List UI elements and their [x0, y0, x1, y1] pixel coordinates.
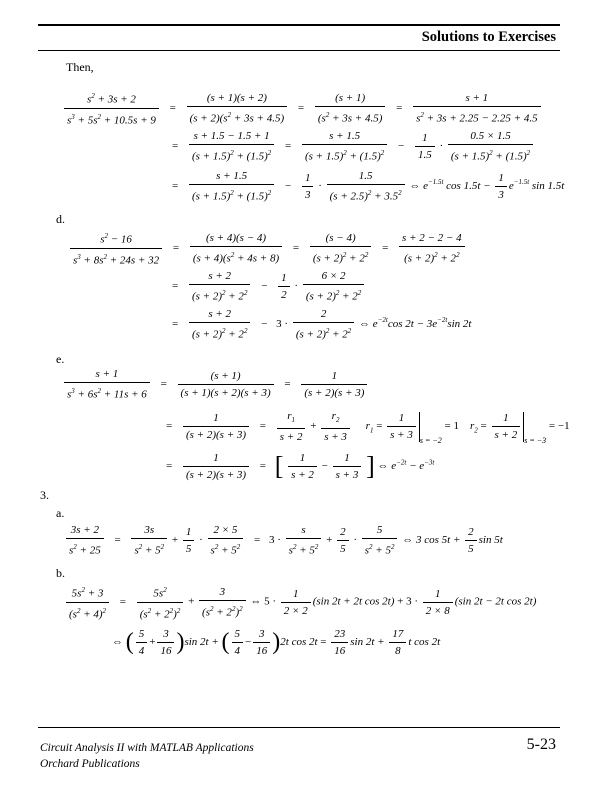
- equation-e-line3: = $\frac{1}{(s + 2)(s + 3)}$ = [ $\frac{1}{s + 2}$ − $\frac{1}{s + 3}$ ] ⇔ $e^{-2t} - e^{-3t}$: [166, 451, 435, 481]
- part-e-label: e.: [56, 352, 65, 366]
- then-label: Then,: [66, 60, 94, 74]
- equation-d-line3: = $\frac{s + 2}{(s + 2)^2 + 2^2}$ − 3 · $\frac{2}{(s + 2)^2 + 2^2}$ ⇔ $e^{-2t}\cos$ $2t - 3e^{-2t}\sin$ 2t: [172, 308, 472, 341]
- equation-c-line2: = $\frac{s + 1.5 - 1.5 + 1}{(s + 1.5)^2 + (1.5)^2}$ = $\frac{s + 1.5}{(s + 1.5)^2 + (1.5)^2}$ − $\frac{1}{1.5}$ · $\frac{0.5 \times 1.5}{(s + 1.5)^2 + (1.5)^2}$: [166, 128, 535, 165]
- equation-d-line2: = $\frac{s + 2}{(s + 2)^2 + 2^2}$ − $\frac{1}{2}$ · $\frac{6 \times 2}{(s + 2)^2 + 2^2}$: [166, 268, 366, 305]
- equation-d-line1: $\frac{s^2 - 16}{s^3 + 8s^2 + 24s + 32}$ = $\frac{(s + 4)(s - 4)}{(s + 4)(s^2 + 4s + 8)}$ = $\frac{(s - 4)}{(s + 2)^2 + 2^2}$ = $\frac{s + 2 - 2 - 4}{(s + 2)^2 + 2^2}$: [68, 228, 467, 268]
- equation-c-line3: = $\frac{s + 1.5}{(s + 1.5)^2 + (1.5)^2}$ − $\frac{1}{3}$ · $\frac{1.5}{(s + 2.5)^2 + 3.5^2}$ ⇔ $e^{-1.5t}$ cos 1.5t − $\frac{1}{3}$ $e^{-1.5t}$ sin 1.5t: [172, 170, 565, 203]
- equation-e-line2: = $\frac{1}{(s + 2)(s + 3)}$ = $\frac{r_1}{s + 2}$ + $\frac{r_2}{s + 3}$ $r_1$ = $\frac{1}{s + 3}$ $_{s = -2}$ = 1 $r_2$ = $\frac{1}{s + 2}$ $_{s = -3}$ = −1: [166, 410, 570, 446]
- footer-book-title: Circuit Analysis II with MATLAB Applications: [40, 742, 254, 754]
- equation-3b-line1: $\frac{5s^2 + 3}{(s^2 + 4)^2}$ = $\frac{5s^2}{(s^2 + 2^2)^2}$ + $\frac{3}{(s^2 + 2^2)^2}$ ⇔ 5 · $\frac{1}{2 \times 2}$ (sin 2t + 2t cos 2t) + 3 · $\frac{1}{2 \times 8}$ (sin 2t − 2t cos 2t): [64, 582, 536, 622]
- footer-rule: [38, 727, 560, 728]
- equation-3b-line2: ⇔ ( $\frac{5}{4}$ + $\frac{3}{16}$ )sin 2t + ( $\frac{5}{4}$ − $\frac{3}{16}$ )2t cos 2t = $\frac{23}{16}$ sin 2t + $\frac{17}{8}$ t cos 2t: [112, 628, 441, 657]
- page-number: 5-23: [526, 736, 556, 753]
- equation-3a: $\frac{3s + 2}{s^2 + 25}$ = $\frac{3s}{s^2 + 5^2}$ + $\frac{1}{5}$ · $\frac{2 \times 5}{s^2 + 5^2}$ = 3 · $\frac{s}{s^2 + 5^2}$ + $\frac{2}{5}$ · $\frac{5}{s^2 + 5^2}$ ⇔ 3 cos 5t + $\frac{2}{5}$ sin 5t: [64, 522, 503, 559]
- part-a-label: a.: [56, 506, 65, 520]
- part-d-label: d.: [56, 212, 65, 226]
- part-b-label: b.: [56, 566, 65, 580]
- equation-c-line1: $\frac{s^2 + 3s + 2}{s^3 + 5s^2 + 10.5s + 9}$ = $\frac{(s + 1)(s + 2)}{(s + 2)(s^2 + 3s + 4.5)}$ = $\frac{(s + 1)}{(s^2 + 3s + 4.5)}$ = $\frac{s + 1}{s^2 + 3s + 2.25 - 2.25 + 4.5}$: [62, 88, 543, 128]
- footer-credits: [40, 740, 254, 772]
- header-rule: [38, 24, 560, 26]
- page-header-title: Solutions to Exercises: [421, 29, 556, 45]
- footer-publisher: Orchard Publications: [40, 758, 140, 770]
- header-thin-rule: [38, 50, 560, 51]
- exercise-3-label: 3.: [40, 488, 49, 502]
- equation-e-line1: $\frac{s + 1}{s^3 + 6s^2 + 11s + 6}$ = $\frac{(s + 1)}{(s + 1)(s + 2)(s + 3)}$ = $\frac{1}{(s + 2)(s + 3)}$: [62, 366, 369, 403]
